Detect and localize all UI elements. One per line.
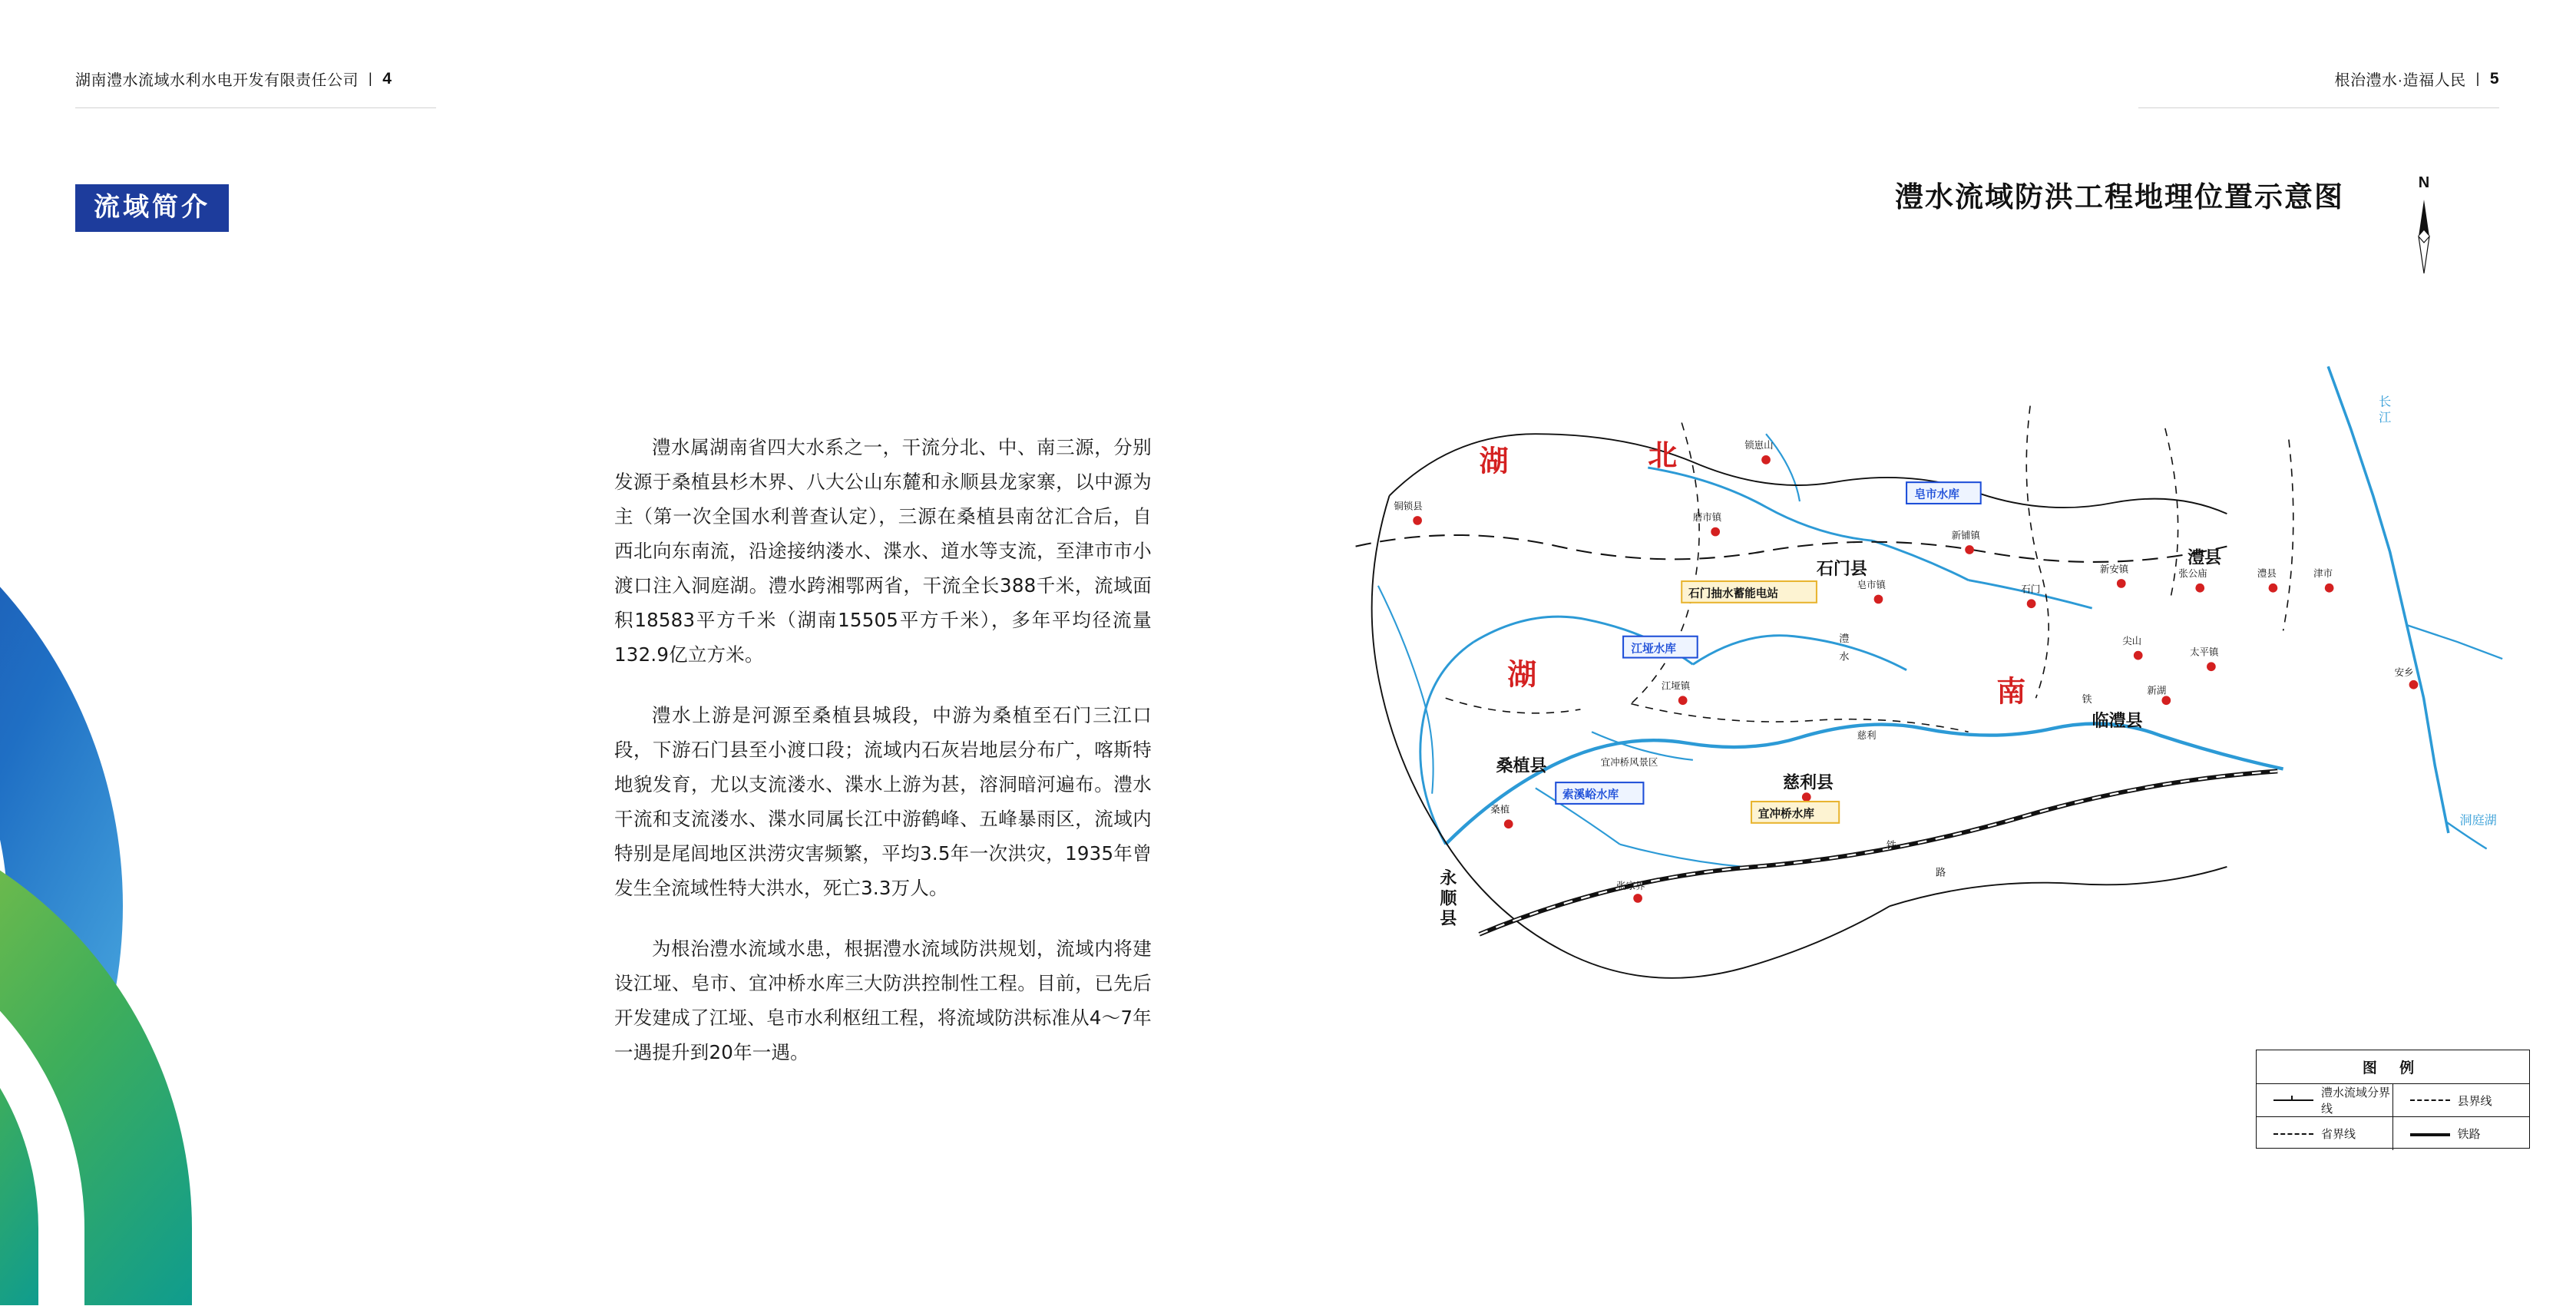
svg-text:石门: 石门 bbox=[2021, 583, 2041, 595]
running-head-right bbox=[2334, 68, 2499, 90]
svg-text:宜冲桥风景区: 宜冲桥风景区 bbox=[1600, 756, 1658, 769]
section-title-badge: 流域简介 bbox=[75, 184, 229, 232]
svg-text:皂市水库: 皂市水库 bbox=[1914, 488, 1959, 501]
right-page bbox=[1288, 0, 2576, 1306]
svg-text:张家界: 张家界 bbox=[1616, 880, 1645, 892]
paragraph-1: 澧水属湖南省四大水系之一，干流分北、中、南三源，分别发源于桑植县杉木界、八大公山东麓和永顺县龙家寨，以中源为主（第一次全国水利普查认定），三源在桑植县南岔汇合后，自西北向东南流，沿途接纳溇水、渫水、道水等支流，至津市市小渡口注入洞庭湖。澧水跨湘鄂两省，干流全长388千米，流域面积18583平方千米（湖南15505平方千米），多年平均径流量132.9亿立方米。 bbox=[614, 436, 1152, 666]
svg-text:磨市镇: 磨市镇 bbox=[1692, 511, 1722, 523]
svg-text:水: 水 bbox=[1839, 651, 1850, 663]
svg-text:澧县: 澧县 bbox=[2257, 567, 2277, 580]
svg-text:永: 永 bbox=[1440, 868, 1457, 888]
svg-text:锁崽山: 锁崽山 bbox=[1744, 439, 1774, 451]
svg-text:安乡: 安乡 bbox=[2394, 666, 2414, 678]
page-number-left: 4 bbox=[382, 69, 392, 88]
svg-text:澧县: 澧县 bbox=[2187, 548, 2222, 568]
railway-icon bbox=[2410, 1129, 2450, 1139]
legend-item-label: 县界线 bbox=[2457, 1094, 2492, 1108]
svg-text:路: 路 bbox=[1936, 867, 1946, 879]
legend-item-basin-boundary bbox=[2257, 1084, 2393, 1117]
svg-text:皂市镇: 皂市镇 bbox=[1857, 578, 1886, 590]
svg-text:太平镇: 太平镇 bbox=[2190, 646, 2219, 658]
legend-item-railway bbox=[2393, 1117, 2530, 1150]
svg-text:新安镇: 新安镇 bbox=[2099, 563, 2129, 575]
svg-text:桑植县: 桑植县 bbox=[1496, 756, 1547, 776]
svg-text:桑植: 桑植 bbox=[1490, 803, 1510, 815]
svg-text:铁: 铁 bbox=[2082, 694, 2092, 706]
svg-text:索溪峪水库: 索溪峪水库 bbox=[1562, 788, 1619, 802]
map-figure bbox=[1311, 292, 2570, 1060]
svg-text:石门县: 石门县 bbox=[1816, 560, 1867, 580]
legend-item-label: 铁路 bbox=[2457, 1128, 2481, 1141]
svg-text:洞庭湖: 洞庭湖 bbox=[2459, 812, 2497, 828]
svg-text:江垭镇: 江垭镇 bbox=[1661, 679, 1691, 692]
legend-item-label: 省界线 bbox=[2321, 1128, 2356, 1141]
svg-text:长: 长 bbox=[2379, 394, 2392, 409]
svg-text:张公庙: 张公庙 bbox=[2178, 567, 2207, 580]
svg-text:县: 县 bbox=[1440, 909, 1457, 929]
svg-text:铜锁县: 铜锁县 bbox=[1394, 500, 1423, 512]
compass-rose bbox=[2402, 175, 2445, 275]
page-number-right: 5 bbox=[2489, 69, 2499, 88]
svg-text:慈利: 慈利 bbox=[1857, 729, 1877, 741]
running-head-separator-right: | bbox=[2475, 71, 2480, 86]
article-body bbox=[614, 430, 1152, 1070]
svg-text:澧: 澧 bbox=[1839, 633, 1850, 646]
legend-title: 图 例 bbox=[2257, 1050, 2529, 1084]
svg-text:湖: 湖 bbox=[1479, 444, 1509, 478]
compass-needle-icon bbox=[2412, 197, 2435, 276]
legend-item-province-boundary bbox=[2257, 1117, 2393, 1150]
svg-text:顺: 顺 bbox=[1440, 889, 1457, 909]
svg-text:湖: 湖 bbox=[1507, 657, 1537, 692]
map-title: 澧水流域防洪工程地理位置示意图 bbox=[1895, 181, 2344, 213]
running-head-left-text: 湖南澧水流域水利水电开发有限责任公司 bbox=[75, 72, 359, 89]
decorative-swirl-graphic bbox=[0, 399, 537, 1305]
svg-text:江: 江 bbox=[2379, 410, 2392, 425]
running-head-left bbox=[75, 68, 392, 90]
svg-text:江垭水库: 江垭水库 bbox=[1631, 642, 1676, 656]
svg-text:慈利县: 慈利县 bbox=[1783, 773, 1834, 793]
svg-text:新湖: 新湖 bbox=[2147, 684, 2167, 696]
running-head-separator: | bbox=[369, 71, 373, 86]
svg-text:尖山: 尖山 bbox=[2122, 635, 2142, 646]
basin-boundary-icon bbox=[2273, 1096, 2313, 1105]
svg-text:铁: 铁 bbox=[1886, 840, 1896, 852]
svg-text:石门抽水蓄能电站: 石门抽水蓄能电站 bbox=[1688, 587, 1779, 600]
svg-text:津市: 津市 bbox=[2313, 567, 2333, 580]
province-boundary-icon bbox=[2273, 1129, 2313, 1139]
svg-text:临澧县: 临澧县 bbox=[2092, 711, 2143, 731]
running-head-right-text: 根治澧水·造福人民 bbox=[2334, 72, 2466, 89]
county-boundary-icon bbox=[2410, 1096, 2450, 1105]
svg-text:新铺镇: 新铺镇 bbox=[1951, 529, 1980, 541]
compass-north-label: N bbox=[2418, 174, 2430, 191]
header-rule-right bbox=[2138, 107, 2499, 108]
paragraph-2: 澧水上游是河源至桑植县城段，中游为桑植至石门三江口段，下游石门县至小渡口段；流域内石灰岩地层分布广，喀斯特地貌发育，尤以支流溇水、渫水上游为甚，溶洞暗河遍布。澧水干流和支流溇水、渫水同属长江中游鹤峰、五峰暴雨区，流域内特别是尾闾地区洪涝灾害频繁，平均3.5年一次洪灾，1935年曾发生全流域性特大洪水，死亡3.3万人。 bbox=[614, 704, 1152, 899]
svg-text:宜冲桥水库: 宜冲桥水库 bbox=[1758, 807, 1814, 821]
map-legend bbox=[2256, 1050, 2530, 1149]
svg-text:南: 南 bbox=[1996, 674, 2026, 709]
legend-item-county-boundary bbox=[2393, 1084, 2530, 1117]
svg-text:北: 北 bbox=[1648, 438, 1678, 473]
paragraph-3: 为根治澧水流域水患，根据澧水流域防洪规划，流域内将建设江垭、皂市、宜冲桥水库三大防洪控制性工程。目前，已先后开发建成了江垭、皂市水利枢纽工程，将流域防洪标准从4～7年一遇提升到20年一遇。 bbox=[614, 937, 1152, 1063]
header-rule-left bbox=[75, 107, 436, 108]
legend-item-label: 澧水流域分界线 bbox=[2321, 1086, 2391, 1116]
